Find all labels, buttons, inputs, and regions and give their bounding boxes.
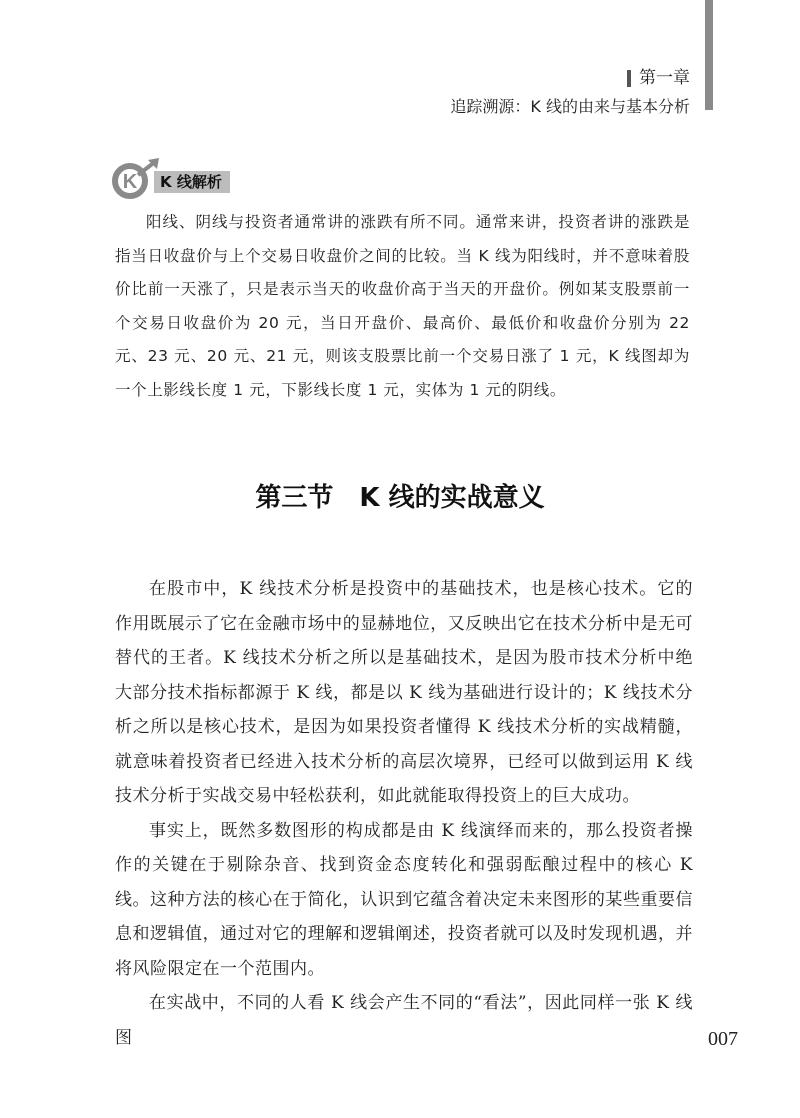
- chapter-line: [450, 66, 690, 90]
- body-text: [115, 572, 693, 1055]
- running-head: [450, 66, 690, 120]
- body-paragraph: 事实上，既然多数图形的构成都是由 K 线演绎而来的，那么投资者操作的关键在于剔除杂音、找到资金态度转化和强弱酝酿过程中的核心 K 线。这种方法的核心在于简化，认识到它蕴含着决定未来图形的某些重要信息和逻辑值，通过对它的理解和逻辑阐述，投资者就可以及时发现机遇，并将风险限定在一个范围内。: [115, 820, 693, 979]
- analysis-paragraph: 阳线、阴线与投资者通常讲的涨跌有所不同。通常来讲，投资者讲的涨跌是指当日收盘价与上个交易日收盘价之间的比较。当 K 线为阳线时，并不意味着股价比前一天涨了，只是表示当天的收盘价高于当天的开盘价。例如某支股票前一个交易日收盘价为 20 元，当日开盘价、最高价、最低价和收盘价分别为 22 元、23 元、20 元、21 元，则该支股票比前一个交易日涨了 1 元，K 线图却为一个上影线长度 1 元，下影线长度 1 元，实体为 1 元的阴线。: [115, 213, 690, 399]
- analysis-heading-label: K 线解析: [154, 171, 230, 193]
- body-paragraph: 在实战中，不同的人看 K 线会产生不同的“看法”，因此同样一张 K 线图: [115, 993, 693, 1048]
- analysis-box-text: [115, 206, 690, 407]
- page-number: 007: [708, 1028, 738, 1050]
- svg-text:K: K: [122, 171, 138, 193]
- page-edge-tab: [705, 0, 713, 110]
- body-paragraph: 在股市中，K 线技术分析是投资中的基础技术，也是核心技术。它的作用既展示了它在金融市场中的显赫地位，又反映出它在技术分析中是无可替代的王者。K 线技术分析之所以是基础技术，是因为股市技术分析中绝大部分技术指标都源于 K 线，都是以 K 线为基础进行设计的；K 线技术分析之所以是核心技术，是因为如果投资者懂得 K 线技术分析的实战精髓，就意味着投资者已经进入技术分析的高层次境界，已经可以做到运用 K 线技术分析于实战交易中轻松获利，如此就能取得投资上的巨大成功。: [115, 579, 693, 806]
- chapter-subtitle: 追踪溯源：K 线的由来与基本分析: [450, 97, 690, 116]
- chapter-label: 第一章: [639, 68, 690, 88]
- chapter-marker: [627, 70, 631, 87]
- analysis-heading: [110, 157, 260, 201]
- section-title: 第三节 K 线的实战意义: [255, 483, 545, 513]
